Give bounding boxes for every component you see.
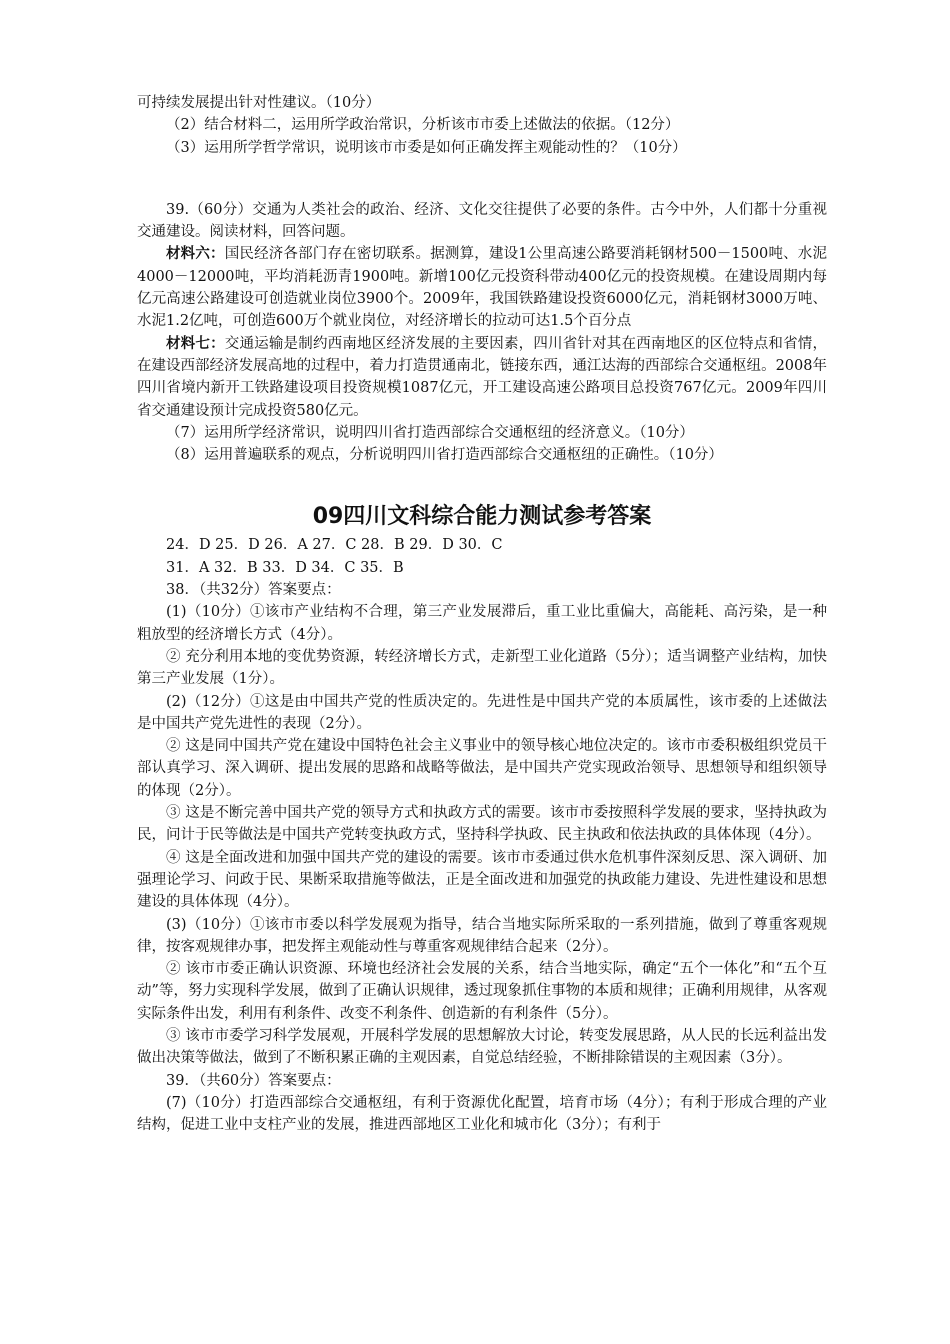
answer-paragraph: ② 充分利用本地的变优势资源，转经济增长方式，走新型工业化道路（5分）；适当调整产业结构，加快第三产业发展（1分）。 bbox=[137, 648, 827, 688]
material-7-label: 材料七： bbox=[166, 334, 225, 352]
document-page bbox=[137, 92, 827, 1136]
material-6 bbox=[137, 243, 827, 332]
material-7-text: 交通运输是制约西南地区经济发展的主要因素，四川省针对其在西南地区的区位特点和省情，在建设西部经济发展高地的过程中，着力打造贯通南北，链接东西，通江达海的西部综合交通枢纽。2008年四川省境内新开工铁路建设项目投资规模1087亿元，开工建设高速公路项目总投资767亿元。2009年四川省交通建设预计完成投资580亿元。 bbox=[137, 335, 828, 419]
material-6-label: 材料六： bbox=[166, 245, 225, 263]
question-8: （8）运用普遍联系的观点，分析说明四川省打造西部综合交通枢纽的正确性。（10分） bbox=[166, 447, 723, 464]
text-line: 可持续发展提出针对性建议。（10分） bbox=[137, 95, 381, 111]
question-7: （7）运用所学经济常识，说明四川省打造西部综合交通枢纽的经济意义。（10分） bbox=[166, 424, 694, 441]
answer-paragraph: ② 该市市委正确认识资源、环境也经济社会发展的关系，结合当地实际，确定“五个一体化”和“五个互动”等，努力实现科学发展，做到了正确认识规律，透过现象抓住事物的本质和规律；正确利用规律，从客观实际条件出发，利用有利条件、改变不利条件、创造新的有利条件（5分）。 bbox=[137, 961, 827, 1022]
answer-line: 38．（共32分）答案要点： bbox=[166, 582, 341, 599]
answer-paragraph: (3)（10分）①该市市委以科学发展观为指导，结合当地实际所采取的一系列措施，做到了尊重客观规律，按客观规律办事，把发挥主观能动性与尊重客观规律结合起来（2分）。 bbox=[137, 916, 827, 955]
question-39-intro: 39.（60分）交通为人类社会的政治、经济、文化交往提供了必要的条件。古今中外，人们都十分重视交通建设。阅读材料，回答问题。 bbox=[137, 201, 827, 241]
answer-paragraph: (7)（10分）打造西部综合交通枢纽，有利于资源优化配置，培育市场（4分）；有利于形成合理的产业结构，促进工业中支柱产业的发展，推进西部地区工业化和城市化（3分）；有利于 bbox=[137, 1094, 827, 1134]
material-6-text: 国民经济各部门存在密切联系。据测算，建设1公里高速公路要消耗钢材500－1500吨、水泥4000－12000吨，平均消耗沥青1900吨。新增100亿元投资科带动400亿元的投资规模。在建设周期内每亿元高速公路建设可创造就业岗位3900个。2009年，我国铁路建设投资6000亿元，消耗钢材3000万吨、水泥1.2亿吨，可创造600万个就业岗位，对经济增长的拉动可达1.5个百分点 bbox=[137, 246, 827, 330]
answer-paragraph: ③ 这是不断完善中国共产党的领导方式和执政方式的需要。该市市委按照科学发展的要求，坚持执政为民，问计于民等做法是中国共产党转变执政方式，坚持科学执政、民主执政和依法执政的具体体现（4分）。 bbox=[137, 805, 827, 844]
answer-paragraph: ④ 这是全面改进和加强中国共产党的建设的需要。该市市委通过供水危机事件深刻反思、深入调研、加强理论学习、问政于民、果断采取措施等做法，正是全面改进和加强党的执政能力建设、先进性建设和思想建设的具体体现（4分）。 bbox=[137, 849, 827, 911]
answer-paragraph: (1)（10分）①该市产业结构不合理，第三产业发展滞后，重工业比重偏大，高能耗、高污染，是一种粗放型的经济增长方式（4分）。 bbox=[137, 604, 827, 643]
question-2: （2）结合材料二，运用所学政治常识，分析该市市委上述做法的依据。（12分） bbox=[166, 117, 680, 134]
material-7 bbox=[137, 333, 827, 422]
answer-paragraph: ② 这是同中国共产党在建设中国特色社会主义事业中的领导核心地位决定的。该市市委积极组织党员干部认真学习、深入调研、提出发展的思路和战略等做法，是中国共产党实现政治领导、思想领导和组织领导的体现（2分）。 bbox=[137, 738, 827, 799]
answer-line: 39．（共60分）答案要点： bbox=[166, 1072, 341, 1089]
answers-title: 09四川文科综合能力测试参考答案 bbox=[312, 504, 652, 530]
answer-line: 31．A 32．B 33．D 34．C 35．B bbox=[166, 559, 404, 576]
answer-paragraph: ③ 该市市委学习科学发展观，开展科学发展的思想解放大讨论，转变发展思路，从人民的长远利益出发做出决策等做法，做到了不断积累正确的主观因素，自觉总结经验，不断排除错误的主观因素（3分）。 bbox=[137, 1027, 827, 1067]
spacer bbox=[137, 159, 827, 199]
question-3: （3）运用所学哲学常识，说明该市市委是如何正确发挥主观能动性的？（10分） bbox=[166, 139, 687, 156]
spacer bbox=[137, 466, 827, 498]
answer-paragraph: (2)（12分）①这是由中国共产党的性质决定的。先进性是中国共产党的本质属性，该市委的上述做法是中国共产党先进性的表现（2分）。 bbox=[137, 693, 827, 732]
answer-line: 24．D 25．D 26．A 27．C 28．B 29．D 30．C bbox=[166, 537, 503, 554]
